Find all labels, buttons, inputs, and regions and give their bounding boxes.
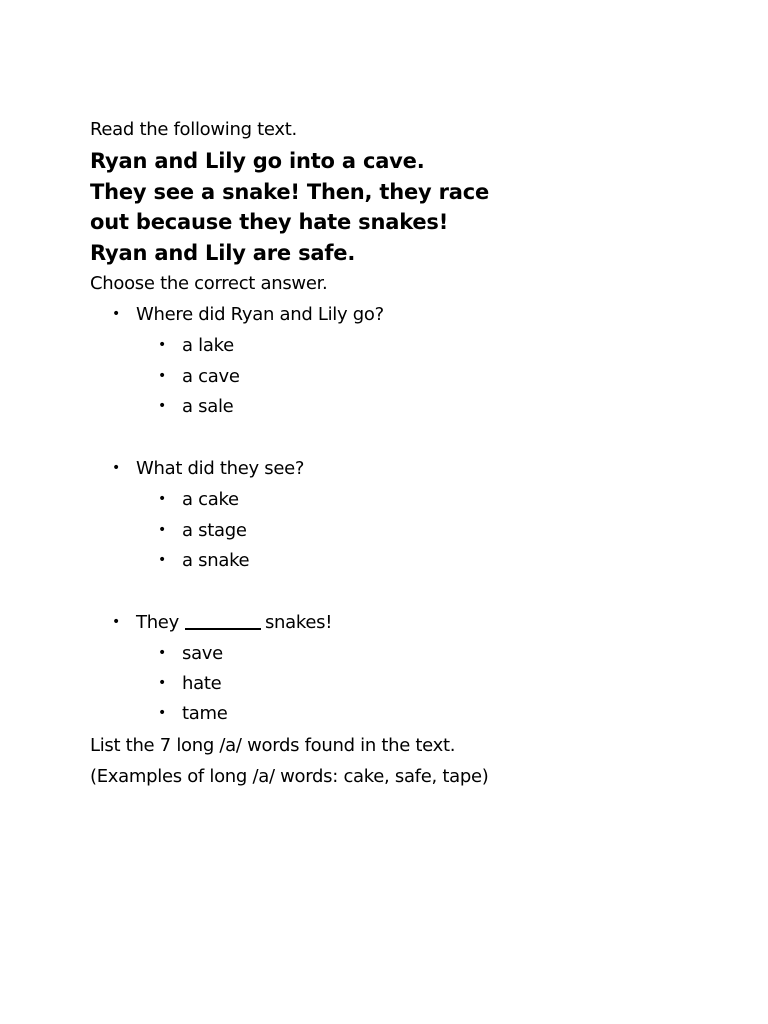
question-1-prompt: Where did Ryan and Lily go? — [136, 304, 384, 325]
question-2-option-2 — [158, 522, 247, 540]
story-line-3: out because they hate snakes! — [90, 210, 449, 234]
list-instruction: List the 7 long /a/ words found in the text. — [90, 735, 456, 756]
option-label: a cave — [182, 366, 240, 387]
bullet-icon: • — [158, 337, 166, 353]
bullet-icon: • — [158, 705, 166, 721]
bullet-icon: • — [158, 522, 166, 538]
bullet-icon: • — [158, 645, 166, 661]
bullet-icon: • — [112, 460, 120, 476]
option-label: a cake — [182, 489, 239, 510]
question-3-prompt-start: They — [136, 612, 179, 633]
instruction-text: Choose the correct answer. — [90, 273, 328, 294]
bullet-icon: • — [112, 614, 120, 630]
option-label: tame — [182, 703, 228, 724]
story-line-2: They see a snake! Then, they race — [90, 180, 490, 204]
option-label: a lake — [182, 335, 234, 356]
question-1-option-2 — [158, 368, 240, 386]
bullet-icon: • — [158, 368, 166, 384]
option-label: a snake — [182, 550, 250, 571]
question-3-option-1 — [158, 645, 223, 663]
story-line-4: Ryan and Lily are safe. — [90, 241, 356, 265]
question-2-prompt: What did they see? — [136, 458, 305, 479]
option-label: save — [182, 643, 223, 664]
bullet-icon: • — [158, 398, 166, 414]
intro-text: Read the following text. — [90, 119, 297, 140]
examples-text: (Examples of long /a/ words: cake, safe, tape) — [90, 766, 489, 787]
bullet-icon: • — [112, 306, 120, 322]
story-line-1: Ryan and Lily go into a cave. — [90, 149, 425, 173]
question-2-option-1 — [158, 491, 239, 509]
bullet-icon: • — [158, 491, 166, 507]
answer-blank — [185, 614, 261, 630]
option-label: a stage — [182, 520, 247, 541]
bullet-icon: • — [158, 552, 166, 568]
question-3 — [112, 614, 332, 632]
option-label: hate — [182, 673, 222, 694]
question-1-option-3 — [158, 398, 233, 416]
option-label: a sale — [182, 396, 234, 417]
question-1 — [112, 306, 384, 324]
question-3-option-3 — [158, 705, 228, 723]
question-2-option-3 — [158, 552, 249, 570]
question-3-prompt-end: snakes! — [264, 612, 333, 633]
bullet-icon: • — [158, 675, 166, 691]
question-3-option-2 — [158, 675, 221, 693]
question-2 — [112, 460, 304, 478]
question-1-option-1 — [158, 337, 234, 355]
